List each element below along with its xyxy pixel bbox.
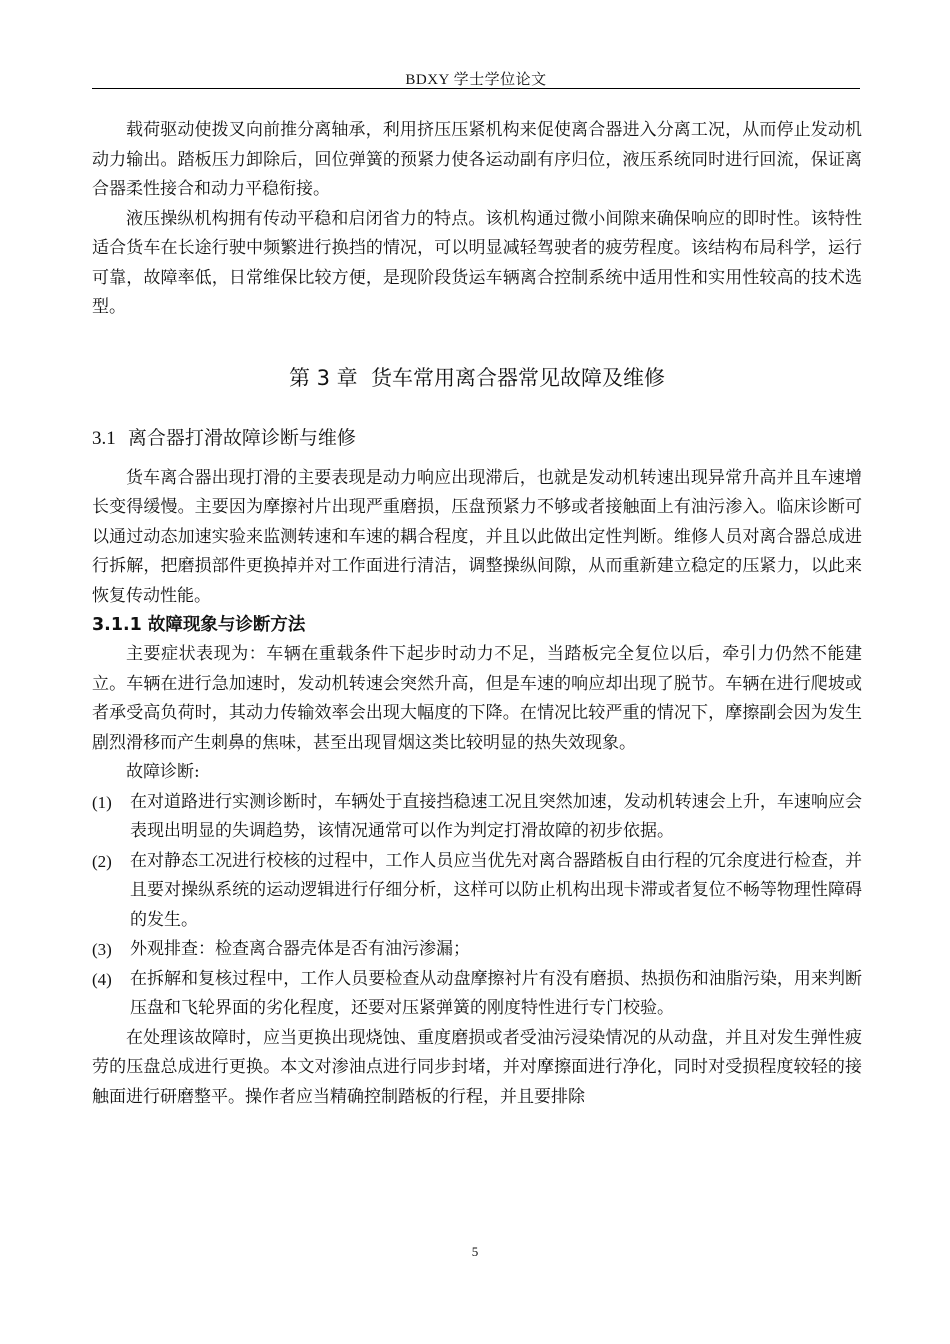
page-number: 5	[471, 1244, 479, 1259]
chapter-title: 货车常用离合器常见故障及维修	[371, 365, 666, 390]
subsection-heading	[92, 611, 862, 640]
header-rule	[92, 88, 860, 89]
body-paragraph: 货车离合器出现打滑的主要表现是动力响应出现滞后，也就是发动机转速出现异常升高并且车速增长变得缓慢。主要因为摩擦衬片出现严重磨损，压盘预紧力不够或者接触面上有油污渗入。临床诊断可以通过动态加速实验来监测转速和车速的耦合程度，并且以此做出定性判断。维修人员对离合器总成进行拆解，把磨损部件更换掉并对工作面进行清洁，调整操纵间隙，从而重新建立稳定的压紧力，以此来恢复传动性能。	[92, 467, 862, 606]
subsection-title: 故障现象与诊断方法	[147, 615, 306, 635]
list-item	[92, 788, 862, 847]
body-paragraph: 在处理该故障时，应当更换出现烧蚀、重度磨损或者受油污浸染情况的从动盘，并且对发生弹性疲劳的压盘总成进行更换。本文对渗油点进行同步封堵，并对摩擦面进行净化，同时对受损程度较轻的接触面进行研磨整平。操作者应当精确控制踏板的行程，并且要排除	[92, 1027, 862, 1107]
subsection-number: 3.1.1	[92, 615, 142, 635]
list-item	[92, 965, 862, 1024]
diagnosis-label: 故障诊断:	[126, 762, 200, 782]
page-body	[92, 116, 862, 1112]
body-paragraph: 载荷驱动使拨叉向前推分离轴承，利用挤压压紧机构来促使离合器进入分离工况，从而停止发动机动力输出。踏板压力卸除后，回位弹簧的预紧力使各运动副有序归位，液压系统同时进行回流，保证离合器柔性接合和动力平稳衔接。	[92, 120, 862, 199]
section-title: 离合器打滑故障诊断与维修	[127, 426, 356, 449]
list-marker: (4)	[92, 969, 112, 989]
list-item	[92, 847, 862, 936]
list-item-text: 外观排查：检查离合器壳体是否有油污渗漏；	[130, 939, 470, 959]
list-marker: (3)	[92, 940, 112, 959]
list-item-text: 在对道路进行实测诊断时，车辆处于直接挡稳速工况且突然加速，发动机转速会上升，车速响应会表现出明显的失调趋势，该情况通常可以作为判定打滑故障的初步依据。	[130, 791, 862, 841]
list-item-text: 在对静态工况进行校核的过程中，工作人员应当优先对离合器踏板自由行程的冗余度进行检查，并且要对操纵系统的运动逻辑进行仔细分析，这样可以防止机构出现卡滞或者复位不畅等物理性障碍的发生。	[130, 850, 862, 930]
chapter-number: 第 3 章	[288, 365, 358, 390]
running-header: BDXY 学士学位论文	[405, 72, 547, 88]
list-item-text: 在拆解和复核过程中，工作人员要检查从动盘摩擦衬片有没有磨损、热损伤和油脂污染，用来判断压盘和飞轮界面的劣化程度，还要对压紧弹簧的刚度特性进行专门校验。	[130, 968, 862, 1018]
list-item	[92, 935, 862, 965]
body-paragraph: 液压操纵机构拥有传动平稳和启闭省力的特点。该机构通过微小间隙来确保响应的即时性。该特性适合货车在长途行驶中频繁进行换挡的情况，可以明显减轻驾驶者的疲劳程度。该结构布局科学，运行可靠，故障率低，日常维保比较方便，是现阶段货运车辆离合控制系统中适用性和实用性较高的技术选型。	[92, 208, 862, 317]
list-marker: (1)	[92, 792, 112, 812]
section-number: 3.1	[92, 427, 116, 449]
chapter-heading	[92, 362, 862, 394]
list-marker: (2)	[92, 851, 112, 871]
section-heading	[92, 423, 862, 454]
body-paragraph: 主要症状表现为：车辆在重载条件下起步时动力不足，当踏板完全复位以后，牵引力仍然不能建立。车辆在进行急加速时，发动机转速会突然升高，但是车速的响应却出现了脱节。车辆在进行爬坡或者承受高负荷时，其动力传输效率会出现大幅度的下降。在情况比较严重的情况下，摩擦副会因为发生剧烈滑移而产生刺鼻的焦味，甚至出现冒烟这类比较明显的热失效现象。	[92, 644, 862, 753]
